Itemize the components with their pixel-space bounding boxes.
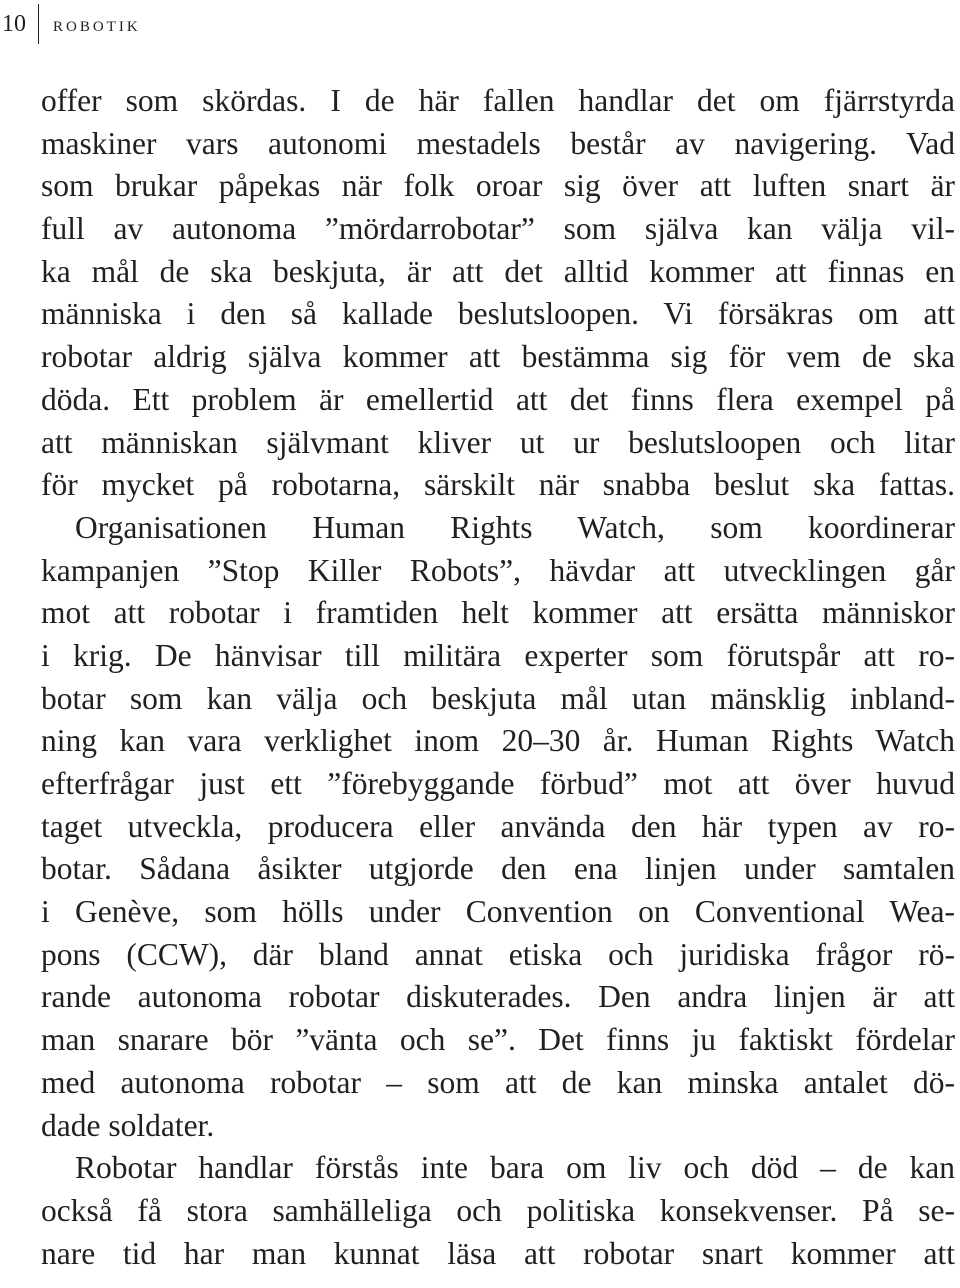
text-line: nare tid har man kunnat läsa att robotar snart kommer att	[41, 1235, 955, 1271]
text-line: Robotar handlar förstås inte bara om liv och död – de kan	[75, 1150, 955, 1186]
text-line: i Genève, som hölls under Convention on Conventional Wea-	[41, 894, 955, 930]
text-line: dade soldater.	[41, 1107, 215, 1143]
text-line: för mycket på robotarna, särskilt när snabba beslut ska fattas.	[41, 467, 955, 503]
text-line: att människan självmant kliver ut ur beslutsloopen och litar	[41, 424, 955, 460]
text-line: efterfrågar just ett ”förebyggande förbud” mot att över huvud	[41, 766, 955, 801]
text-line: som brukar påpekas när folk oroar sig över att luften snart är	[41, 168, 955, 204]
text-line: Organisationen Human Rights Watch, som koordinerar	[75, 509, 955, 545]
text-line: med autonoma robotar – som att de kan minska antalet dö-	[41, 1064, 955, 1100]
text-line: full av autonoma ”mördarrobotar” som själva kan välja vil-	[41, 211, 955, 247]
text-line: maskiner vars autonomi mestadels består av navigering. Vad	[41, 125, 955, 161]
text-line: botar som kan välja och beskjuta mål utan mänsklig inbland-	[41, 680, 955, 716]
text-line: botar. Sådana åsikter utgjorde den ena linjen under samtalen	[41, 851, 955, 887]
text-line: rande autonoma robotar diskuterades. Den andra linjen är att	[41, 979, 955, 1015]
text-line: man snarare bör ”vänta och se”. Det finns ju faktiskt fördelar	[41, 1022, 955, 1058]
header-divider	[38, 4, 39, 44]
text-line: taget utveckla, producera eller använda den här typen av ro-	[41, 808, 955, 844]
text-line: i krig. De hänvisar till militära experter som förutspår att ro-	[41, 637, 955, 673]
text-line: pons (CCW), där bland annat etiska och juridiska frågor rö-	[41, 936, 955, 972]
paragraph-1	[41, 80, 955, 1147]
running-title: robotik	[53, 11, 141, 36]
text-line: människa i den så kallade beslutsloopen. Vi försäkras om att	[41, 296, 955, 332]
paragraph-2	[41, 1147, 955, 1275]
text-line: kampanjen ”Stop Killer Robots”, hävdar att utvecklingen går	[41, 552, 955, 588]
running-head	[0, 4, 141, 44]
text-line: ning kan vara verklighet inom 20–30 år. Human Rights Watch	[41, 723, 955, 759]
body-text	[41, 80, 955, 1275]
text-line: robotar aldrig själva kommer att bestämma sig för vem de ska	[41, 339, 955, 375]
text-line: offer som skördas. I de här fallen handlar det om fjärrstyrda	[41, 83, 955, 118]
page-number: 10	[2, 10, 26, 37]
text-line: också få stora samhälleliga och politiska konsekvenser. På se-	[41, 1192, 955, 1228]
text-line: mot att robotar i framtiden helt kommer att ersätta människor	[41, 595, 955, 631]
text-line: döda. Ett problem är emellertid att det finns flera exempel på	[41, 381, 955, 417]
text-line: ka mål de ska beskjuta, är att det alltid kommer att finnas en	[41, 253, 955, 289]
